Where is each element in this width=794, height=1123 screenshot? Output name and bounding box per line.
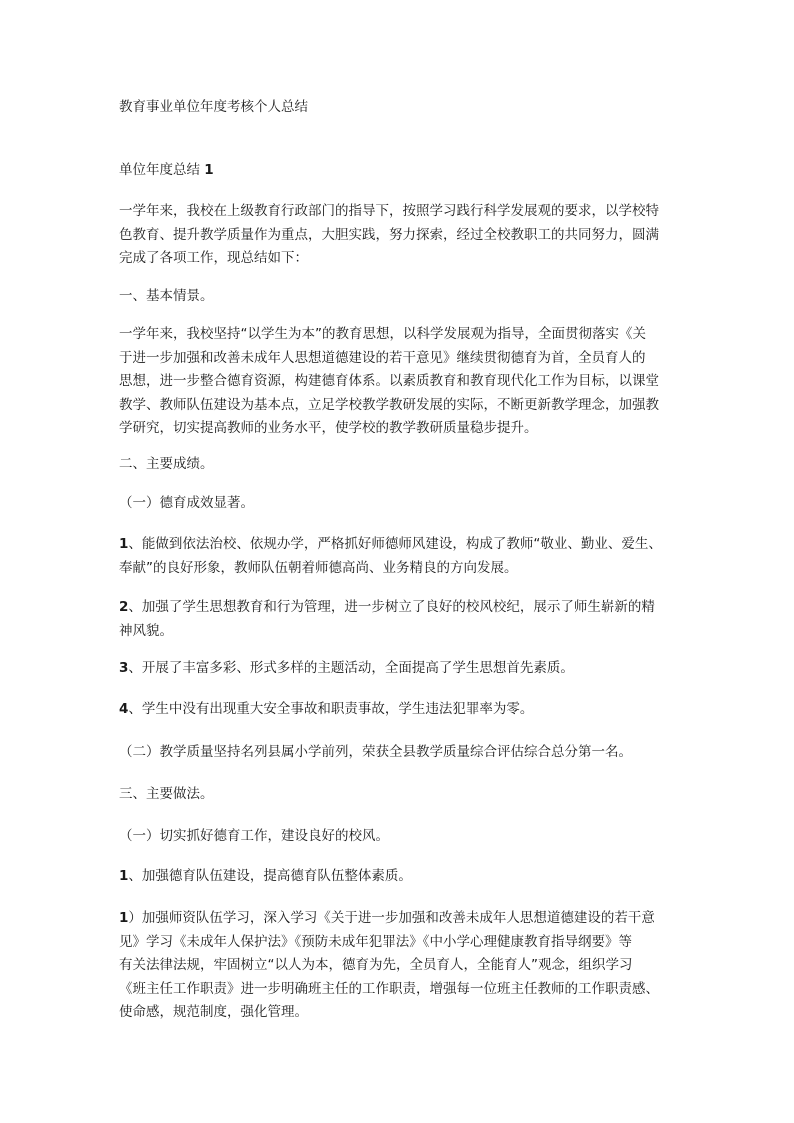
paragraph-line: 一学年来，我校坚持“以学生为本”的教育思想，以科学发展观为指导，全面贯彻落实《关 xyxy=(119,326,646,342)
subheading-moral-education: （一）德育成效显著。 xyxy=(119,495,254,511)
list-item-line: 使命感，规范制度，强化管理。 xyxy=(119,1004,308,1020)
list-item-number: 4 xyxy=(119,701,129,717)
list-item-text: 、学生中没有出现重大安全事故和职责事故，学生违法犯罪率为零。 xyxy=(128,701,534,717)
list-item-line: 神风貌。 xyxy=(119,622,173,639)
section-title-text: 单位年度总结 xyxy=(119,162,200,178)
list-item xyxy=(119,533,679,580)
list-item-line xyxy=(119,657,679,681)
list-item xyxy=(119,865,679,889)
list-item xyxy=(119,907,679,1025)
list-item-line: 见》学习《未成年人保护法》《预防未成年犯罪法》《中小学心理健康教育指导纲要》等 xyxy=(119,933,632,950)
list-item-line xyxy=(119,533,679,557)
list-item-number: 1 xyxy=(119,868,129,884)
list-item xyxy=(119,698,679,722)
list-item-text: 、能做到依法治校、依规办学，严格抓好师德师风建设，构成了教师“敬业、勤业、爱生、 xyxy=(128,536,662,552)
intro-line: 色教育、提升教学质量作为重点，大胆实践，努力探索，经过全校教职工的共同努力，圆满 xyxy=(119,226,659,243)
paragraph-line: 思想，进一步整合德育资源，构建德育体系。以素质教育和教育现代化工作为目标，以课堂 xyxy=(119,373,659,389)
list-item-number: 1 xyxy=(119,910,129,926)
subheading-teaching-quality: （二）教学质量坚持名列县属小学前列，荣获全县教学质量综合评估综合总分第一名。 xyxy=(119,744,632,760)
list-item-text: 、加强德育队伍建设，提高德育队伍整体素质。 xyxy=(128,868,412,884)
list-item-text: 、加强了学生思想教育和行为管理，进一步树立了良好的校风校纪，展示了师生崭新的精 xyxy=(128,599,655,615)
list-item-line xyxy=(119,907,679,931)
list-item-number: 2 xyxy=(119,599,129,615)
subheading-moral-work: （一）切实抓好德育工作，建设良好的校风。 xyxy=(119,828,389,844)
list-item-line: 《班主任工作职责》进一步明确班主任的工作职责，增强每一位班主任教师的工作职责感、 xyxy=(119,980,659,997)
document-title: 教育事业单位年度考核个人总结 xyxy=(119,99,308,115)
list-item-text: 、开展了丰富多彩、形式多样的主题活动，全面提高了学生思想首先素质。 xyxy=(128,660,574,676)
list-item-text: ）加强师资队伍学习，深入学习《关于进一步加强和改善未成年人思想道德建设的若干意 xyxy=(128,910,655,926)
heading-main-achievements: 二、主要成绩。 xyxy=(119,456,214,472)
basic-situation-paragraph xyxy=(119,323,679,441)
list-item-line xyxy=(119,865,679,889)
list-item-number: 1 xyxy=(119,536,129,552)
intro-line: 完成了各项工作，现总结如下： xyxy=(119,250,308,266)
heading-basic-situation: 一、基本情景。 xyxy=(119,288,214,304)
section-title xyxy=(119,158,679,182)
intro-line: 一学年来，我校在上级教育行政部门的指导下，按照学习践行科学发展观的要求，以学校特 xyxy=(119,203,659,219)
section-number: 1 xyxy=(204,162,214,178)
paragraph-line: 于进一步加强和改善未成年人思想道德建设的若干意见》继续贯彻德育为首，全员育人的 xyxy=(119,349,646,366)
paragraph-line: 学研究，切实提高教师的业务水平，使学校的教学教研质量稳步提升。 xyxy=(119,420,538,436)
intro-paragraph xyxy=(119,200,679,271)
list-item xyxy=(119,596,679,643)
heading-main-practices: 三、主要做法。 xyxy=(119,786,214,802)
list-item-line: 奉献”的良好形象，教师队伍朝着师德高尚、业务精良的方向发展。 xyxy=(119,559,518,576)
list-item-line xyxy=(119,698,679,722)
list-item-number: 3 xyxy=(119,660,129,676)
list-item-line xyxy=(119,596,679,620)
list-item xyxy=(119,657,679,681)
list-item-line: 有关法律法规，牢固树立“以人为本，德育为先，全员育人，全能育人”观念，组织学习 xyxy=(119,957,633,973)
paragraph-line: 教学、教师队伍建设为基本点，立足学校教学教研发展的实际，不断更新教学理念，加强教 xyxy=(119,396,659,413)
